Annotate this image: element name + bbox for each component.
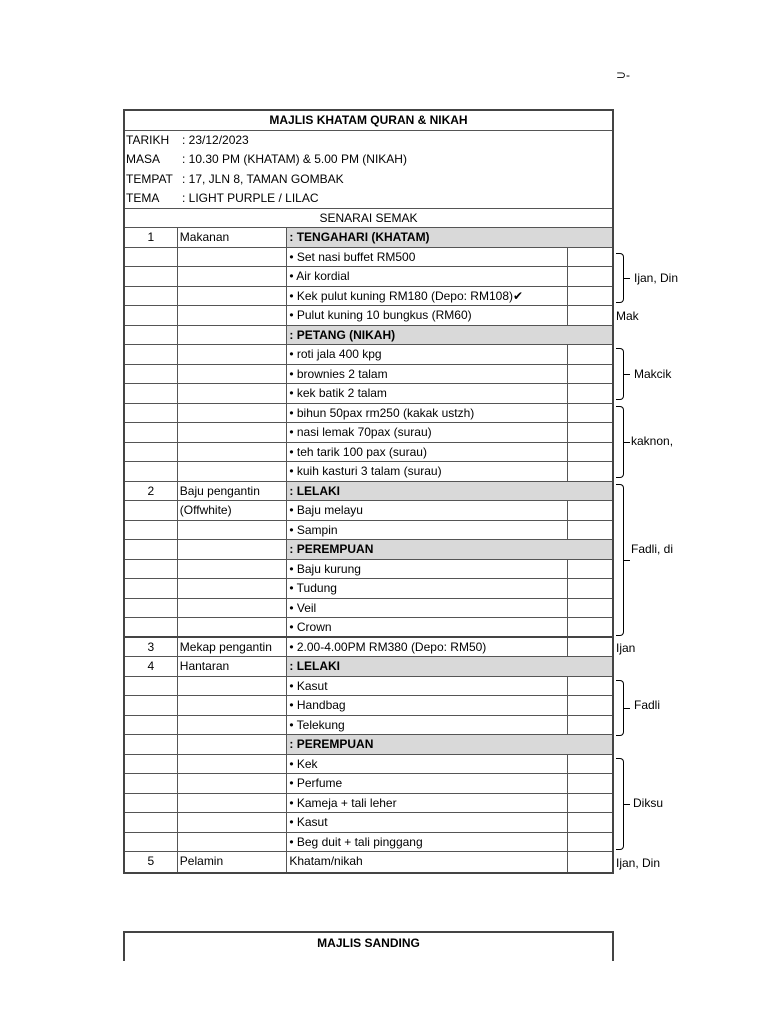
row-check-cell <box>568 345 612 364</box>
row-number <box>125 833 178 852</box>
row-number <box>125 813 178 832</box>
info-value: : 23/12/2023 <box>182 132 249 147</box>
row-check-cell <box>568 813 612 832</box>
row-check-cell <box>568 267 612 286</box>
row-item <box>178 462 288 481</box>
note-diksu: Diksu <box>633 796 664 810</box>
row-number <box>125 306 178 325</box>
row-item <box>178 248 288 267</box>
row-item <box>178 423 288 442</box>
row-item <box>178 755 288 774</box>
row-number <box>125 677 178 696</box>
note-ijan: Ijan <box>616 641 636 655</box>
table-row <box>125 384 612 404</box>
brace-kaknon <box>616 406 624 478</box>
note-fadli: Fadli <box>634 698 661 712</box>
info-label: TARIKH <box>126 132 170 147</box>
checklist-rows <box>125 228 612 872</box>
table-row <box>125 248 612 268</box>
table-row <box>125 326 612 346</box>
table-row <box>125 599 612 619</box>
row-check-cell <box>568 833 612 852</box>
row-number: 5 <box>125 852 178 872</box>
row-detail: • 2.00-4.00PM RM380 (Depo: RM50) <box>287 638 568 657</box>
table-row <box>125 755 612 775</box>
row-item <box>178 774 288 793</box>
row-check-cell <box>568 618 612 636</box>
row-detail: • Air kordial <box>287 267 568 286</box>
row-number <box>125 774 178 793</box>
row-item <box>178 345 288 364</box>
row-check-cell <box>568 638 612 657</box>
info-row <box>125 170 612 190</box>
row-check-cell <box>568 384 612 403</box>
info-row <box>125 150 612 170</box>
row-item <box>178 735 288 754</box>
info-value: : LIGHT PURPLE / LILAC <box>182 191 319 205</box>
row-detail: : PEREMPUAN <box>287 735 612 754</box>
row-detail: • Kek pulut kuning RM180 (Depo: RM108)✔ <box>287 287 568 306</box>
row-check-cell <box>568 248 612 267</box>
checklist-header: SENARAI SEMAK <box>319 210 418 225</box>
table-row <box>125 228 612 248</box>
row-detail: : LELAKI <box>287 482 612 501</box>
row-detail: • Set nasi buffet RM500 <box>287 248 568 267</box>
row-number: 3 <box>125 638 178 657</box>
row-item: Baju pengantin <box>178 482 288 501</box>
table-row <box>125 482 612 502</box>
row-detail: • roti jala 400 kpg <box>287 345 568 364</box>
table-row <box>125 774 612 794</box>
row-detail: • Handbag <box>287 696 568 715</box>
row-check-cell <box>568 696 612 715</box>
row-item <box>178 540 288 559</box>
brace-diksu <box>616 758 624 850</box>
row-item <box>178 833 288 852</box>
row-detail: • Perfume <box>287 774 568 793</box>
table-row <box>125 365 612 385</box>
row-check-cell <box>568 306 612 325</box>
row-check-cell <box>568 852 612 872</box>
table-row <box>125 716 612 736</box>
table-row <box>125 267 612 287</box>
row-item <box>178 365 288 384</box>
info-label: TEMA <box>126 191 160 205</box>
row-item <box>178 267 288 286</box>
table-row <box>125 443 612 463</box>
row-item: Mekap pengantin <box>178 638 288 657</box>
row-number <box>125 521 178 540</box>
info-value: : 10.30 PM (KHATAM) & 5.00 PM (NIKAH) <box>182 152 407 166</box>
checklist-header-row <box>125 209 612 229</box>
table-row <box>125 852 612 872</box>
row-detail: • Telekung <box>287 716 568 735</box>
row-check-cell <box>568 287 612 306</box>
row-number <box>125 267 178 286</box>
row-item <box>178 618 288 636</box>
note-makcik: Makcik <box>634 367 672 381</box>
table-row <box>125 696 612 716</box>
row-detail: • Kasut <box>287 677 568 696</box>
row-number <box>125 501 178 520</box>
row-detail: • Beg duit + tali pinggang <box>287 833 568 852</box>
row-item <box>178 716 288 735</box>
table-title-row <box>125 111 612 131</box>
row-item <box>178 560 288 579</box>
row-check-cell <box>568 501 612 520</box>
row-detail: : TENGAHARI (KHATAM) <box>287 228 612 247</box>
row-item <box>178 813 288 832</box>
row-detail: • Veil <box>287 599 568 618</box>
row-item <box>178 521 288 540</box>
row-number <box>125 462 178 481</box>
note-kaknon: kaknon, <box>631 434 674 448</box>
row-item <box>178 404 288 423</box>
row-number <box>125 579 178 598</box>
brace-ijan-din <box>616 253 624 303</box>
row-number <box>125 287 178 306</box>
row-number <box>125 716 178 735</box>
table-row <box>125 735 612 755</box>
row-number: 1 <box>125 228 178 247</box>
row-detail: • Baju kurung <box>287 560 568 579</box>
row-check-cell <box>568 404 612 423</box>
row-item: Pelamin <box>178 852 288 872</box>
table-row <box>125 638 612 658</box>
row-item: (Offwhite) <box>178 501 288 520</box>
row-detail: Khatam/nikah <box>287 852 568 872</box>
second-table <box>123 931 614 961</box>
row-detail: • Sampin <box>287 521 568 540</box>
row-number <box>125 365 178 384</box>
row-number <box>125 696 178 715</box>
row-detail: • nasi lemak 70pax (surau) <box>287 423 568 442</box>
row-detail: • Pulut kuning 10 bungkus (RM60) <box>287 306 568 325</box>
row-detail: • Kameja + tali leher <box>287 794 568 813</box>
row-number <box>125 443 178 462</box>
row-check-cell <box>568 774 612 793</box>
note-ijan-din: Ijan, Din <box>634 271 679 285</box>
row-detail: • teh tarik 100 pax (surau) <box>287 443 568 462</box>
second-table-title: MAJLIS SANDING <box>317 936 420 950</box>
row-number <box>125 599 178 618</box>
note-ijan-din-pelamin: Ijan, Din <box>616 856 661 870</box>
brace-makcik <box>616 348 624 400</box>
row-item: Makanan <box>178 228 288 247</box>
row-item <box>178 579 288 598</box>
row-number <box>125 540 178 559</box>
checklist-table <box>123 109 614 874</box>
table-row <box>125 794 612 814</box>
row-item <box>178 306 288 325</box>
row-number <box>125 735 178 754</box>
info-row <box>125 131 612 151</box>
row-detail: • Tudung <box>287 579 568 598</box>
row-item: Hantaran <box>178 657 288 676</box>
brace-fadli-di <box>616 484 624 636</box>
table-row <box>125 501 612 521</box>
table-row <box>125 404 612 424</box>
row-check-cell <box>568 599 612 618</box>
row-detail: • Crown <box>287 618 568 636</box>
brace-fadli <box>616 680 624 736</box>
row-number <box>125 755 178 774</box>
row-number: 4 <box>125 657 178 676</box>
table-row <box>125 540 612 560</box>
table-row <box>125 560 612 580</box>
note-mak: Mak <box>616 309 639 323</box>
row-item <box>178 599 288 618</box>
table-row <box>125 813 612 833</box>
table-row <box>125 579 612 599</box>
note-fadli-di: Fadli, di <box>631 542 674 556</box>
row-item <box>178 677 288 696</box>
row-check-cell <box>568 560 612 579</box>
corner-mark: ⊃- <box>616 68 631 82</box>
row-detail: • bihun 50pax rm250 (kakak ustzh) <box>287 404 568 423</box>
table-row <box>125 306 612 326</box>
row-check-cell <box>568 521 612 540</box>
row-detail: • brownies 2 talam <box>287 365 568 384</box>
info-value: : 17, JLN 8, TAMAN GOMBAK <box>182 171 344 186</box>
row-detail: : PEREMPUAN <box>287 540 612 559</box>
table-row <box>125 677 612 697</box>
table-row <box>125 657 612 677</box>
row-item <box>178 794 288 813</box>
row-item <box>178 326 288 345</box>
row-number <box>125 423 178 442</box>
row-number <box>125 794 178 813</box>
info-label: TEMPAT <box>126 171 173 186</box>
table-row <box>125 833 612 853</box>
row-detail: : LELAKI <box>287 657 612 676</box>
table-row <box>125 618 612 638</box>
row-check-cell <box>568 794 612 813</box>
table-row <box>125 345 612 365</box>
table-row <box>125 287 612 307</box>
row-item <box>178 287 288 306</box>
info-label: MASA <box>126 152 161 166</box>
row-check-cell <box>568 462 612 481</box>
row-detail: • Baju melayu <box>287 501 568 520</box>
row-item <box>178 443 288 462</box>
row-item <box>178 384 288 403</box>
row-number <box>125 345 178 364</box>
row-check-cell <box>568 443 612 462</box>
row-check-cell <box>568 579 612 598</box>
row-detail: • Kek <box>287 755 568 774</box>
table-row <box>125 462 612 482</box>
row-number <box>125 326 178 345</box>
row-check-cell <box>568 755 612 774</box>
row-number <box>125 560 178 579</box>
row-check-cell <box>568 677 612 696</box>
row-number: 2 <box>125 482 178 501</box>
row-number <box>125 384 178 403</box>
row-detail: • kuih kasturi 3 talam (surau) <box>287 462 568 481</box>
table-row <box>125 521 612 541</box>
row-detail: • Kasut <box>287 813 568 832</box>
row-detail: • kek batik 2 talam <box>287 384 568 403</box>
info-row <box>125 189 612 209</box>
row-detail: : PETANG (NIKAH) <box>287 326 612 345</box>
row-number <box>125 248 178 267</box>
row-number <box>125 404 178 423</box>
row-number <box>125 618 178 636</box>
table-row <box>125 423 612 443</box>
row-item <box>178 696 288 715</box>
row-check-cell <box>568 716 612 735</box>
row-check-cell <box>568 365 612 384</box>
table-title: MAJLIS KHATAM QURAN & NIKAH <box>269 113 468 127</box>
row-check-cell <box>568 423 612 442</box>
